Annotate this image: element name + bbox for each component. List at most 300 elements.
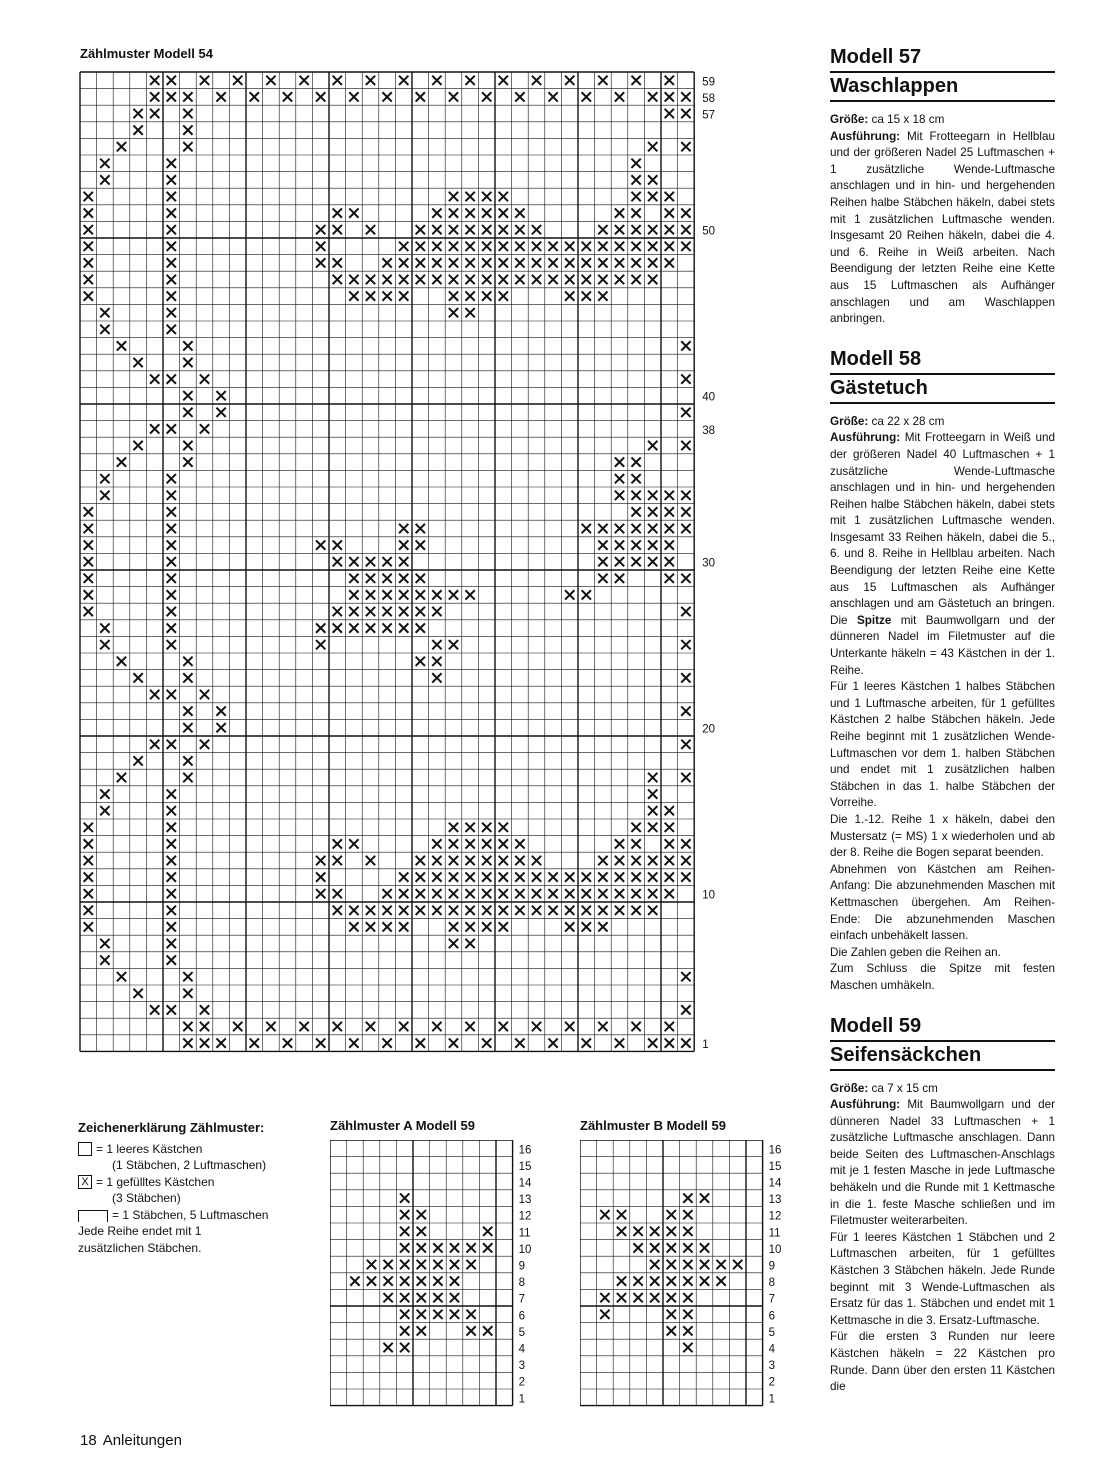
filled-cell	[565, 872, 574, 881]
filled-cell	[84, 889, 93, 898]
filled-cell	[600, 1310, 609, 1319]
filled-cell	[100, 175, 109, 184]
filled-cell	[382, 607, 391, 616]
filled-cell	[183, 756, 192, 765]
filled-cell	[399, 242, 408, 251]
filled-cell	[183, 673, 192, 682]
filled-cell	[716, 1260, 725, 1269]
filled-cell	[631, 491, 640, 500]
filled-cell	[250, 92, 259, 101]
filled-cell	[400, 1293, 409, 1302]
filled-cell	[167, 275, 176, 284]
filled-cell	[382, 889, 391, 898]
filled-cell	[316, 856, 325, 865]
filled-cell	[499, 192, 508, 201]
filled-cell	[333, 258, 342, 267]
filled-cell	[648, 856, 657, 865]
filled-cell	[681, 856, 690, 865]
filled-cell	[681, 374, 690, 383]
filled-cell	[683, 1343, 692, 1352]
filled-cell	[598, 76, 607, 85]
filled-cell	[316, 225, 325, 234]
m58-size-label: Größe:	[830, 414, 869, 428]
row-label: 30	[702, 557, 715, 570]
filled-cell	[399, 607, 408, 616]
filled-cell	[84, 607, 93, 616]
filled-cell	[648, 1038, 657, 1047]
filled-cell	[183, 341, 192, 350]
filled-cell	[598, 225, 607, 234]
filled-cell	[167, 823, 176, 832]
filled-cell	[631, 175, 640, 184]
m58-spitze-label: Spitze	[856, 613, 892, 627]
filled-cell	[333, 607, 342, 616]
legend-title: Zeichenerklärung Zählmuster:	[78, 1120, 265, 1135]
filled-cell	[183, 1022, 192, 1031]
filled-cell	[84, 574, 93, 583]
filled-cell	[382, 557, 391, 566]
instructions-column	[830, 44, 1055, 1396]
filled-cell	[482, 1038, 491, 1047]
m57-text	[830, 112, 1055, 328]
filled-cell	[681, 507, 690, 516]
filled-cell	[183, 92, 192, 101]
filled-cell	[617, 1227, 626, 1236]
filled-cell	[399, 258, 408, 267]
filled-cell	[465, 242, 474, 251]
filled-cell	[316, 872, 325, 881]
filled-cell	[400, 1227, 409, 1236]
filled-cell	[84, 922, 93, 931]
m57-exec: Mit Frotteegarn in Hellblau und der größeren Nadel 25 Luftmaschen + 1 zusätzliche Wende-Luftmasche anschlagen und in hin- und hergehenden Reihen halbe Stäbchen häkeln, dabei stets mit 1 zusätzlichen Luftmasche wenden. Insgesamt 20 Reihen häkeln, dabei die 4. und 6. Reihe in Weiß arbeiten. Nach Beendigung der letzten Reihe eine Kette aus 15 Luftmaschen als Aufhänger anschlagen und am Waschlappen anbringen.	[830, 129, 1055, 326]
filled-cell	[450, 1276, 459, 1285]
filled-cell	[482, 208, 491, 217]
filled-cell	[367, 1276, 376, 1285]
filled-cell	[482, 258, 491, 267]
filled-cell	[433, 1310, 442, 1319]
filled-cell	[433, 1243, 442, 1252]
row-label: 16	[518, 1144, 532, 1157]
filled-cell	[648, 192, 657, 201]
filled-cell	[84, 856, 93, 865]
filled-cell	[681, 706, 690, 715]
row-label: 9	[768, 1260, 776, 1273]
filled-cell	[183, 408, 192, 417]
row-label: 6	[768, 1310, 776, 1323]
filled-cell	[333, 208, 342, 217]
filled-cell	[665, 109, 674, 118]
filled-cell	[349, 557, 358, 566]
legend-empty-sub: (1 Stäbchen, 2 Luftmaschen)	[112, 1158, 267, 1172]
filled-cell	[515, 275, 524, 284]
filled-cell	[167, 92, 176, 101]
filled-cell	[417, 1260, 426, 1269]
filled-cell	[167, 474, 176, 483]
filled-cell	[665, 1022, 674, 1031]
filled-cell	[683, 1193, 692, 1202]
filled-cell	[233, 76, 242, 85]
filled-cell	[167, 308, 176, 317]
filled-cell	[399, 872, 408, 881]
filled-cell	[665, 540, 674, 549]
filled-cell	[432, 225, 441, 234]
filled-cell	[383, 1343, 392, 1352]
filled-cell	[84, 507, 93, 516]
filled-cell	[615, 856, 624, 865]
filled-cell	[167, 175, 176, 184]
filled-cell	[532, 225, 541, 234]
filled-cell	[683, 1210, 692, 1219]
filled-cell	[383, 1293, 392, 1302]
filled-cell	[650, 1293, 659, 1302]
filled-cell	[167, 291, 176, 300]
filled-cell	[416, 889, 425, 898]
filled-cell	[499, 275, 508, 284]
filled-cell	[399, 574, 408, 583]
filled-cell	[449, 590, 458, 599]
filled-cell	[432, 640, 441, 649]
filled-cell	[416, 540, 425, 549]
filled-cell	[350, 1276, 359, 1285]
row-label: 15	[768, 1160, 782, 1173]
filled-cell	[449, 192, 458, 201]
bracket-icon	[78, 1210, 108, 1222]
filled-cell	[84, 590, 93, 599]
row-label: 15	[518, 1160, 532, 1173]
filled-cell	[582, 922, 591, 931]
filled-cell	[499, 922, 508, 931]
filled-cell	[150, 1005, 159, 1014]
filled-cell	[683, 1243, 692, 1252]
filled-cell	[665, 574, 674, 583]
filled-cell	[399, 540, 408, 549]
filled-cell	[416, 92, 425, 101]
filled-cell	[681, 341, 690, 350]
filled-cell	[667, 1276, 676, 1285]
filled-cell	[333, 225, 342, 234]
filled-cell	[499, 823, 508, 832]
grid-lines	[330, 1140, 513, 1406]
filled-cell	[316, 540, 325, 549]
filled-cell	[316, 1038, 325, 1047]
filled-cell	[582, 590, 591, 599]
filled-cell	[615, 1038, 624, 1047]
legend-bracket-text: = 1 Stäbchen, 5 Luftmaschen	[112, 1207, 269, 1222]
filled-cell	[681, 208, 690, 217]
row-label: 1	[518, 1393, 526, 1406]
m58-name: Gästetuch	[830, 375, 1055, 404]
filled-cell	[598, 258, 607, 267]
filled-cell	[548, 92, 557, 101]
filled-cell	[582, 872, 591, 881]
filled-cell	[665, 524, 674, 533]
filled-cell	[548, 242, 557, 251]
filled-cell	[532, 1022, 541, 1031]
filled-cell	[100, 939, 109, 948]
filled-cell	[117, 457, 126, 466]
filled-cell	[449, 872, 458, 881]
filled-cell	[515, 856, 524, 865]
filled-cell	[631, 242, 640, 251]
filled-cell	[499, 906, 508, 915]
filled-cell	[665, 856, 674, 865]
row-label: 3	[518, 1360, 526, 1373]
row-label: 1	[702, 1039, 709, 1052]
filled-cell	[266, 76, 275, 85]
filled-cell	[681, 92, 690, 101]
filled-cell	[650, 1243, 659, 1252]
filled-cell	[432, 258, 441, 267]
filled-cell	[648, 441, 657, 450]
m59-p3: Für die ersten 3 Runden nur leere Kästchen häkeln = 22 Kästchen pro Runde. Dann über den ersten 11 Kästchen die	[830, 1330, 1055, 1394]
filled-cell	[648, 872, 657, 881]
filled-cell	[167, 524, 176, 533]
filled-cell	[681, 142, 690, 151]
filled-cell	[665, 872, 674, 881]
filled-cell	[548, 906, 557, 915]
filled-cell	[565, 590, 574, 599]
filled-cell	[465, 922, 474, 931]
filled-cell	[84, 906, 93, 915]
filled-cell	[631, 540, 640, 549]
filled-cell	[133, 125, 142, 134]
filled-cell	[631, 524, 640, 533]
filled-cell	[167, 590, 176, 599]
filled-cell	[582, 275, 591, 284]
filled-cell	[681, 773, 690, 782]
filled-cell	[681, 1038, 690, 1047]
filled-cell	[84, 839, 93, 848]
filled-cell	[117, 972, 126, 981]
filled-cell	[565, 258, 574, 267]
filled-cell	[615, 906, 624, 915]
filled-cell	[449, 258, 458, 267]
filled-cell	[117, 142, 126, 151]
filled-cell	[615, 275, 624, 284]
filled-cell	[167, 955, 176, 964]
filled-cell	[417, 1293, 426, 1302]
filled-cell	[648, 242, 657, 251]
filled-cell	[615, 491, 624, 500]
filled-cell	[417, 1276, 426, 1285]
filled-cell	[548, 275, 557, 284]
filled-cell	[515, 839, 524, 848]
filled-cell	[449, 242, 458, 251]
filled-cell	[417, 1227, 426, 1236]
filled-cell	[615, 574, 624, 583]
filled-cell	[532, 242, 541, 251]
m59-size: ca 7 x 15 cm	[868, 1081, 938, 1095]
filled-cell	[667, 1326, 676, 1335]
filled-cell	[367, 1260, 376, 1269]
filled-cell	[100, 955, 109, 964]
filled-cell	[482, 242, 491, 251]
filled-cell	[366, 607, 375, 616]
filled-cell	[432, 872, 441, 881]
filled-cell	[84, 242, 93, 251]
filled-cell	[432, 839, 441, 848]
filled-cell	[665, 839, 674, 848]
chart-b	[580, 1140, 820, 1420]
empty-box-icon	[78, 1142, 92, 1156]
filled-cell	[565, 906, 574, 915]
filled-cell	[548, 1038, 557, 1047]
filled-cell	[665, 92, 674, 101]
filled-cell	[432, 242, 441, 251]
filled-cell	[483, 1227, 492, 1236]
m57-size: ca 15 x 18 cm	[868, 113, 945, 126]
filled-cell	[631, 192, 640, 201]
row-label: 12	[518, 1210, 532, 1223]
filled-cell	[167, 507, 176, 516]
filled-cell	[167, 76, 176, 85]
filled-cell	[565, 76, 574, 85]
filled-cell	[449, 939, 458, 948]
row-label: 40	[702, 391, 715, 404]
filled-cell	[216, 706, 225, 715]
filled-cell	[465, 823, 474, 832]
filled-cell	[333, 623, 342, 632]
filled-cell	[465, 889, 474, 898]
filled-cell	[665, 208, 674, 217]
filled-cell	[366, 557, 375, 566]
filled-cell	[615, 208, 624, 217]
filled-cell	[598, 872, 607, 881]
m57-size-label: Größe:	[830, 113, 869, 126]
filled-cell	[648, 540, 657, 549]
m58-exec2: mit Baumwollgarn und der dünneren Nadel im Filetmuster auf die Unterkante häkeln = 43 Kästchen in der 1. Reihe.	[830, 613, 1055, 677]
filled-cell	[200, 424, 209, 433]
filled-cell	[650, 1260, 659, 1269]
filled-cell	[582, 258, 591, 267]
filled-cell	[648, 258, 657, 267]
filled-cell	[266, 1022, 275, 1031]
filled-cell	[400, 1243, 409, 1252]
filled-cell	[167, 325, 176, 334]
row-label: 9	[518, 1260, 526, 1273]
filled-cell	[299, 1022, 308, 1031]
filled-cell	[167, 872, 176, 881]
filled-cell	[150, 92, 159, 101]
filled-cell	[648, 889, 657, 898]
filled-cell	[417, 1243, 426, 1252]
filled-cell	[681, 524, 690, 533]
filled-cell	[432, 856, 441, 865]
filled-cell	[532, 275, 541, 284]
filled-cell	[631, 557, 640, 566]
filled-cell	[667, 1210, 676, 1219]
filled-cell	[183, 773, 192, 782]
filled-cell	[382, 92, 391, 101]
row-label: 5	[518, 1326, 526, 1339]
filled-cell	[465, 856, 474, 865]
m59-text	[830, 1081, 1055, 1230]
filled-cell	[416, 872, 425, 881]
filled-cell	[183, 706, 192, 715]
filled-cell	[349, 92, 358, 101]
filled-cell	[449, 823, 458, 832]
filled-cell	[399, 275, 408, 284]
filled-cell	[466, 1260, 475, 1269]
filled-cell	[631, 906, 640, 915]
filled-cell	[598, 275, 607, 284]
filled-cell	[84, 192, 93, 201]
row-label: 58	[702, 92, 715, 105]
filled-cell	[382, 275, 391, 284]
filled-cell	[133, 673, 142, 682]
filled-cell	[665, 225, 674, 234]
filled-cell	[700, 1260, 709, 1269]
filled-cell	[432, 657, 441, 666]
filled-cell	[400, 1310, 409, 1319]
filled-cell	[465, 225, 474, 234]
filled-cell	[183, 125, 192, 134]
filled-cell	[615, 92, 624, 101]
m58-text	[830, 414, 1055, 680]
row-label: 6	[518, 1310, 526, 1323]
row-label: 4	[518, 1343, 526, 1356]
filled-cell	[150, 424, 159, 433]
m58-p6: Zum Schluss die Spitze mit festen Maschen umhäkeln.	[830, 962, 1055, 992]
filled-cell	[565, 922, 574, 931]
filled-cell	[183, 657, 192, 666]
filled-cell	[683, 1276, 692, 1285]
filled-cell	[582, 291, 591, 300]
filled-cell	[416, 906, 425, 915]
filled-cell	[631, 872, 640, 881]
filled-cell	[399, 557, 408, 566]
row-label: 14	[518, 1177, 532, 1190]
filled-cell	[333, 275, 342, 284]
filled-cell	[183, 441, 192, 450]
filled-cell	[450, 1293, 459, 1302]
row-label: 8	[768, 1277, 776, 1290]
filled-cell	[399, 524, 408, 533]
filled-cell	[681, 740, 690, 749]
filled-cell	[582, 242, 591, 251]
filled-cell	[133, 358, 142, 367]
filled-cell	[532, 906, 541, 915]
filled-cell	[449, 291, 458, 300]
filled-cell	[167, 906, 176, 915]
filled-cell	[167, 856, 176, 865]
filled-cell	[349, 208, 358, 217]
row-label: 12	[768, 1210, 782, 1223]
row-label: 3	[768, 1360, 776, 1373]
filled-cell	[416, 275, 425, 284]
filled-cell	[483, 1243, 492, 1252]
filled-cell	[683, 1326, 692, 1335]
filled-cell	[683, 1227, 692, 1236]
filled-cell	[167, 623, 176, 632]
filled-cell	[399, 291, 408, 300]
filled-cell	[482, 839, 491, 848]
m58-p2: Für 1 leeres Kästchen 1 halbes Stäbchen und 1 Luftmasche arbeiten, für 1 gefülltes Kästchen 2 halbe Stäbchen häkeln. Jede Reihe beginnt mit 1 zusätzlichen Wende-Luftmaschen vor dem 1. halben Stäbchen und endet mit 1 zusätzlichen halben Stäbchen in das 1. halbe Stäbchen der Vorreihe.	[830, 680, 1055, 810]
filled-cell	[700, 1243, 709, 1252]
filled-cell	[333, 889, 342, 898]
filled-cell	[416, 657, 425, 666]
filled-cell	[133, 441, 142, 450]
filled-cell	[598, 291, 607, 300]
filled-cell	[617, 1210, 626, 1219]
filled-cell	[382, 1038, 391, 1047]
filled-cell	[167, 607, 176, 616]
filled-cell	[648, 491, 657, 500]
filled-cell	[150, 374, 159, 383]
filled-cell	[582, 906, 591, 915]
filled-cell	[615, 258, 624, 267]
filled-cell	[449, 922, 458, 931]
